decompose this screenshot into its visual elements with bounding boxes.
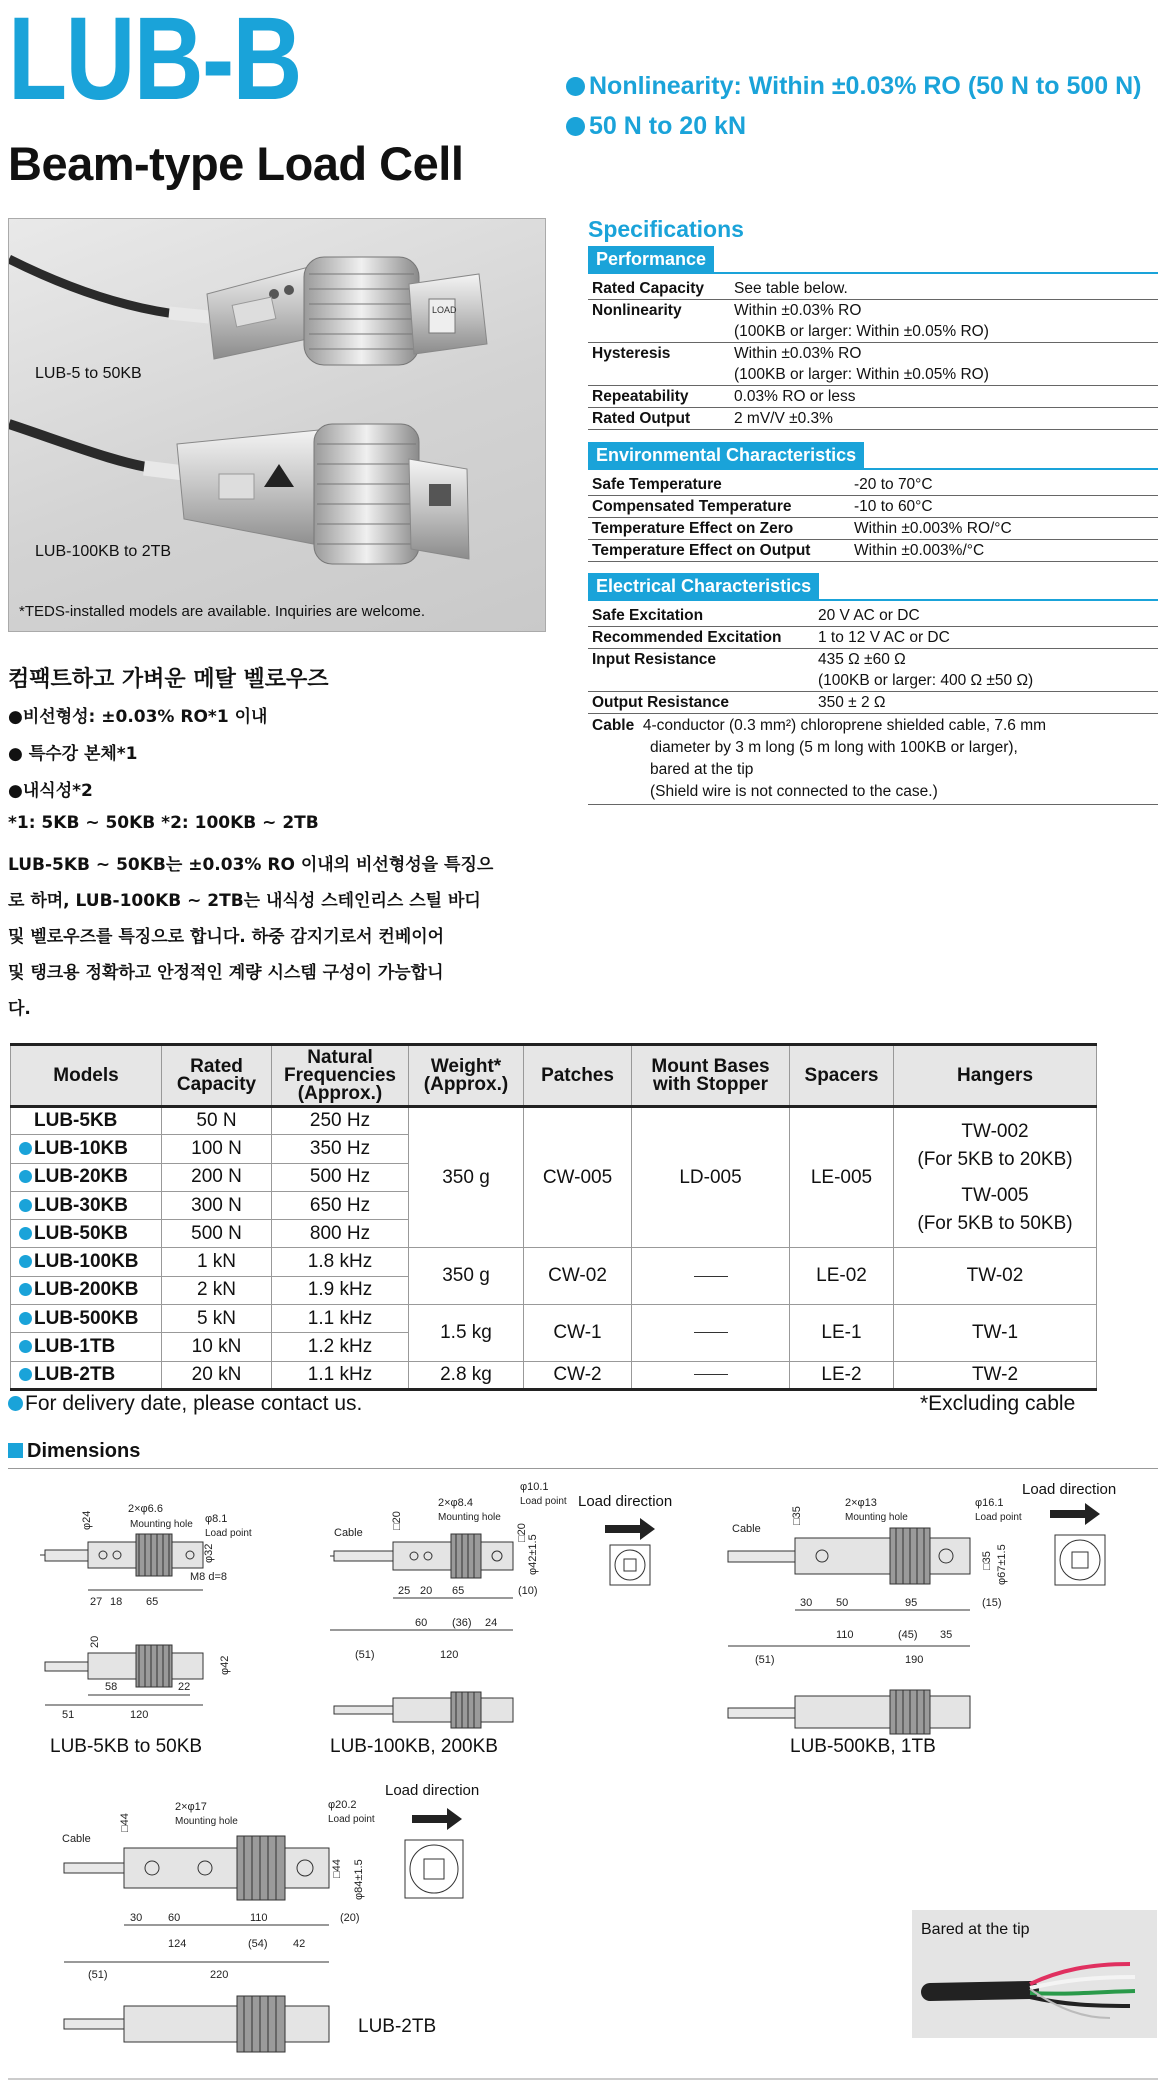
spec-value: 1 to 12 V AC or DC [814, 627, 1158, 649]
product-photo [8, 218, 546, 632]
korean-bullet: ● 비선형성: ±0.03% RO*1 이내 [8, 702, 267, 727]
availability-dot-icon [19, 1227, 32, 1240]
dim-label: 27 [90, 1596, 103, 1608]
drawing-caption: LUB-2TB [358, 2016, 437, 2037]
korean-body-line: 다. [8, 999, 31, 1019]
availability-dot-icon [19, 1170, 32, 1183]
spec-value: Within ±0.03% RO [734, 302, 862, 319]
availability-dot-icon [19, 1255, 32, 1268]
korean-body-line: 및 벨로우즈를 특징으로 합니다. 하중 감지기로서 컨베이어 [8, 927, 445, 947]
spec-value: (100KB or larger: 400 Ω ±50 Ω) [814, 670, 1158, 692]
dim-label: φ10.1 [520, 1481, 549, 1493]
dim-label: 2×φ13 [845, 1497, 877, 1509]
dim-label: Mounting hole [438, 1512, 501, 1523]
electrical-table [588, 605, 1158, 714]
spec-value: 435 Ω ±60 Ω [818, 651, 906, 668]
hanger-cell: TW-002 (For 5KB to 20KB) TW-005 (For 5KB to 50KB) [894, 1107, 1097, 1248]
dim-label: 220 [210, 1969, 229, 1981]
spec-value: (100KB or larger: Within ±0.05% RO) [730, 364, 1158, 386]
korean-body-line: 로 하며, LUB-100KB ~ 2TB는 내식성 스테인리스 스틸 바디 [8, 891, 481, 911]
spec-key: Output Resistance [588, 692, 814, 714]
cable-spec [588, 715, 1158, 805]
availability-dot-icon [19, 1199, 32, 1212]
korean-footnote: *1: 5KB ~ 50KB *2: 100KB ~ 2TB [8, 813, 319, 833]
load-cell-illustration [9, 219, 546, 632]
dim-label: Load point [328, 1814, 375, 1825]
dim-label: φ16.1 [975, 1497, 1004, 1509]
table-row: LUB-30KB 300 N 650 Hz [11, 1191, 1097, 1219]
dim-label: 95 [905, 1597, 918, 1609]
spec-value: (100KB or larger: Within ±0.05% RO) [730, 321, 1158, 343]
spec-value: 350 ± 2 Ω [814, 692, 1158, 714]
dim-label: φ8.1 [205, 1513, 228, 1525]
dim-label: (15) [982, 1597, 1002, 1609]
table-row: LUB-1TB 10 kN 1.2 kHz [11, 1333, 1097, 1361]
spec-key: Temperature Effect on Zero [588, 518, 850, 540]
dim-label: 2×φ17 [175, 1801, 207, 1813]
table-row: LUB-20KB 200 N 500 Hz [11, 1163, 1097, 1191]
drawing-caption: LUB-5KB to 50KB [50, 1736, 203, 1757]
availability-dot-icon [8, 1396, 23, 1411]
table-row: LUB-2TB 20 kN 1.1 kHz 2.8 kg CW-2 LE-2 TW-2 [11, 1361, 1097, 1389]
dim-label: (51) [88, 1969, 108, 1981]
spec-value: Within ±0.003% RO/°C [850, 518, 1158, 540]
dim-label: 50 [836, 1597, 849, 1609]
large-bellows [314, 424, 419, 564]
spec-key: Cable [592, 717, 635, 734]
photo-label-small: LUB-5 to 50KB [35, 365, 142, 382]
availability-dot-icon [19, 1142, 32, 1155]
dim-label: (10) [518, 1585, 538, 1597]
spec-value: 0.03% RO or less [730, 386, 1158, 408]
delivery-note: For delivery date, please contact us. [8, 1392, 362, 1416]
dim-label: 120 [130, 1709, 149, 1721]
dim-label: 110 [250, 1912, 268, 1924]
bullet-dot-icon [566, 77, 585, 96]
square-bullet-icon [8, 1443, 23, 1458]
arrow-right-icon [412, 1808, 462, 1830]
dim-label: 42 [293, 1938, 306, 1950]
photo-note: *TEDS-installed models are available. Inquiries are welcome. [19, 603, 426, 620]
spec-value: bared at the tip [650, 761, 754, 778]
spec-key: Compensated Temperature [588, 496, 850, 518]
dim-label: Load point [520, 1496, 567, 1507]
section-divider [588, 468, 1158, 470]
spec-key: Recommended Excitation [588, 627, 814, 649]
dim-label: 120 [440, 1649, 459, 1661]
models-table [10, 1043, 1097, 1391]
section-divider [588, 272, 1158, 274]
dim-label: 35 [940, 1629, 953, 1641]
th-mount-bases: Mount Bases with Stopper [632, 1045, 790, 1107]
dim-label: 110 [836, 1629, 854, 1641]
dim-label: (51) [755, 1654, 775, 1666]
dim-label: 65 [452, 1585, 465, 1597]
feature-range: 50 N to 20 kN [566, 112, 746, 141]
dim-label: 30 [130, 1912, 143, 1924]
dim-label: 20 [420, 1585, 433, 1597]
dim-label: Cable [334, 1527, 363, 1539]
dim-label: □44 [119, 1813, 131, 1832]
dim-label: 65 [146, 1596, 159, 1608]
dim-label: 24 [485, 1617, 498, 1629]
dim-label: φ42±1.5 [527, 1534, 539, 1575]
dim-label: Load point [205, 1528, 252, 1539]
availability-dot-icon [19, 1312, 32, 1325]
dim-label: 58 [105, 1681, 118, 1693]
availability-dot-icon [19, 1340, 32, 1353]
dim-label: (51) [355, 1649, 375, 1661]
th-natural-frequencies: Natural Frequencies (Approx.) [272, 1045, 409, 1107]
dim-label: 190 [905, 1654, 924, 1666]
dim-label: M8 d=8 [190, 1571, 227, 1583]
th-rated-capacity: Rated Capacity [162, 1045, 272, 1107]
dim-label: φ67±1.5 [996, 1544, 1008, 1585]
dim-label: (45) [898, 1629, 918, 1641]
not-available-dash [694, 1276, 728, 1277]
product-subtitle: Beam-type Load Cell [8, 137, 464, 190]
spec-value: 20 V AC or DC [814, 605, 1158, 627]
dim-label: □35 [791, 1506, 803, 1525]
dim-label: Cable [62, 1833, 91, 1845]
dim-label: φ24 [81, 1510, 93, 1530]
dim-label: 18 [110, 1596, 123, 1608]
dim-label: Cable [732, 1523, 761, 1535]
dim-label: 60 [415, 1617, 428, 1629]
dim-label: 30 [800, 1597, 813, 1609]
dim-label: (20) [340, 1912, 360, 1924]
th-models: Models [11, 1045, 162, 1107]
table-header-row [11, 1045, 1097, 1107]
weight-note: *Excluding cable [920, 1392, 1076, 1415]
electrical-heading: Electrical Characteristics [588, 573, 819, 599]
dim-label: (36) [452, 1617, 472, 1629]
spec-key: Input Resistance [592, 651, 717, 668]
spec-value: -20 to 70°C [850, 474, 1158, 496]
product-title: LUB-B [8, 0, 301, 125]
korean-bullet: ● 내식성*2 [8, 776, 93, 801]
th-weight: Weight* (Approx.) [409, 1045, 524, 1107]
not-available-dash [694, 1332, 728, 1333]
spec-key: Temperature Effect on Output [588, 540, 850, 562]
spec-value: Within ±0.003%/°C [850, 540, 1158, 562]
dim-label: 60 [168, 1912, 181, 1924]
spec-value: diameter by 3 m long (5 m long with 100KB or larger), [650, 739, 1018, 756]
table-row: LUB-50KB 500 N 800 Hz [11, 1220, 1097, 1248]
load-plate-text: LOAD [432, 305, 457, 315]
specifications-title: Specifications [588, 216, 744, 242]
spec-value: Within ±0.03% RO [734, 345, 862, 362]
small-bellows [304, 257, 419, 365]
dim-label: 22 [178, 1681, 191, 1693]
photo-label-large: LUB-100KB to 2TB [35, 543, 172, 560]
performance-table [588, 278, 1158, 430]
spec-key: Hysteresis [592, 345, 671, 362]
performance-heading: Performance [588, 246, 714, 272]
spec-key: Rated Output [588, 408, 730, 430]
spec-key: Safe Excitation [588, 605, 814, 627]
arrow-right-icon [1050, 1503, 1100, 1525]
bullet-dot-icon [566, 117, 585, 136]
dim-label: □20 [391, 1511, 403, 1530]
spec-value: (Shield wire is not connected to the case.) [650, 783, 938, 800]
dim-label: 25 [398, 1585, 411, 1597]
dim-label: φ84±1.5 [353, 1859, 365, 1900]
dim-label: (54) [248, 1938, 268, 1950]
load-direction-label: Load direction [385, 1782, 480, 1799]
dim-label: 20 [89, 1635, 101, 1648]
dimensions-title: Dimensions [8, 1440, 140, 1463]
table-row: LUB-10KB 100 N 350 Hz [11, 1135, 1097, 1163]
environmental-heading: Environmental Characteristics [588, 442, 864, 468]
drawing-caption: LUB-500KB, 1TB [790, 1736, 936, 1757]
th-spacers: Spacers [790, 1045, 894, 1107]
table-row: LUB-5KB 50 N 250 Hz 350 g CW-005 LD-005 LE-005 TW-002 (For 5KB to 20KB) TW-005 (For 5KB to 50KB) [11, 1107, 1097, 1135]
dim-label: φ32 [203, 1543, 215, 1563]
arrow-right-icon [605, 1518, 655, 1540]
table-row: LUB-100KB 1 kN 1.8 kHz 350 g CW-02 LE-02 TW-02 [11, 1248, 1097, 1276]
dim-label: Mounting hole [130, 1519, 193, 1530]
not-available-dash [694, 1374, 728, 1375]
drawing-caption: LUB-100KB, 200KB [330, 1736, 498, 1757]
dimensions-divider [8, 1468, 1158, 1469]
table-row: LUB-200KB 2 kN 1.9 kHz [11, 1276, 1097, 1304]
dim-label: Mounting hole [175, 1816, 238, 1827]
availability-dot-icon [19, 1368, 32, 1381]
dim-label: □20 [516, 1523, 528, 1542]
dim-label: □44 [331, 1859, 343, 1878]
feature-nonlinearity: Nonlinearity: Within ±0.03% RO (50 N to 500 N) [566, 72, 1141, 101]
load-direction-label: Load direction [1022, 1481, 1117, 1498]
korean-body-line: LUB-5KB ~ 50KB는 ±0.03% RO 이내의 비선형성을 특징으 [8, 855, 494, 875]
dim-label: 124 [168, 1938, 187, 1950]
spec-value: See table below. [730, 278, 1158, 300]
dim-label: 2×φ8.4 [438, 1497, 473, 1509]
th-patches: Patches [524, 1045, 632, 1107]
dim-label: 51 [62, 1709, 75, 1721]
dim-label: 2×φ6.6 [128, 1503, 163, 1515]
spec-key: Nonlinearity [592, 302, 682, 319]
dim-label: φ20.2 [328, 1799, 357, 1811]
dim-label: □35 [981, 1551, 993, 1570]
section-divider [588, 599, 1158, 601]
spec-key: Safe Temperature [588, 474, 850, 496]
availability-dot-icon [19, 1283, 32, 1296]
dim-label: Load point [975, 1512, 1022, 1523]
spec-key: Repeatability [588, 386, 730, 408]
spec-value: 4-conductor (0.3 mm²) chloroprene shielded cable, 7.6 mm [642, 717, 1047, 734]
spec-value: 2 mV/V ±0.3% [730, 408, 1158, 430]
th-hangers: Hangers [894, 1045, 1097, 1107]
bared-tip-title: Bared at the tip [921, 1921, 1030, 1938]
dim-label: φ42 [219, 1655, 231, 1675]
spec-key: Rated Capacity [588, 278, 730, 300]
load-direction-label: Load direction [578, 1493, 673, 1510]
korean-body-line: 및 탱크용 정확하고 안정적인 계량 시스템 구성이 가능합니 [8, 963, 444, 983]
spec-value: -10 to 60°C [850, 496, 1158, 518]
table-row: LUB-500KB 5 kN 1.1 kHz 1.5 kg CW-1 LE-1 TW-1 [11, 1305, 1097, 1333]
dimension-drawings [0, 1470, 1171, 2082]
environmental-table [588, 474, 1158, 562]
korean-bullet: ● 특수강 본체*1 [8, 739, 138, 764]
korean-heading: 컴팩트하고 가벼운 메탈 벨로우즈 [8, 667, 329, 692]
dim-label: Mounting hole [845, 1512, 908, 1523]
